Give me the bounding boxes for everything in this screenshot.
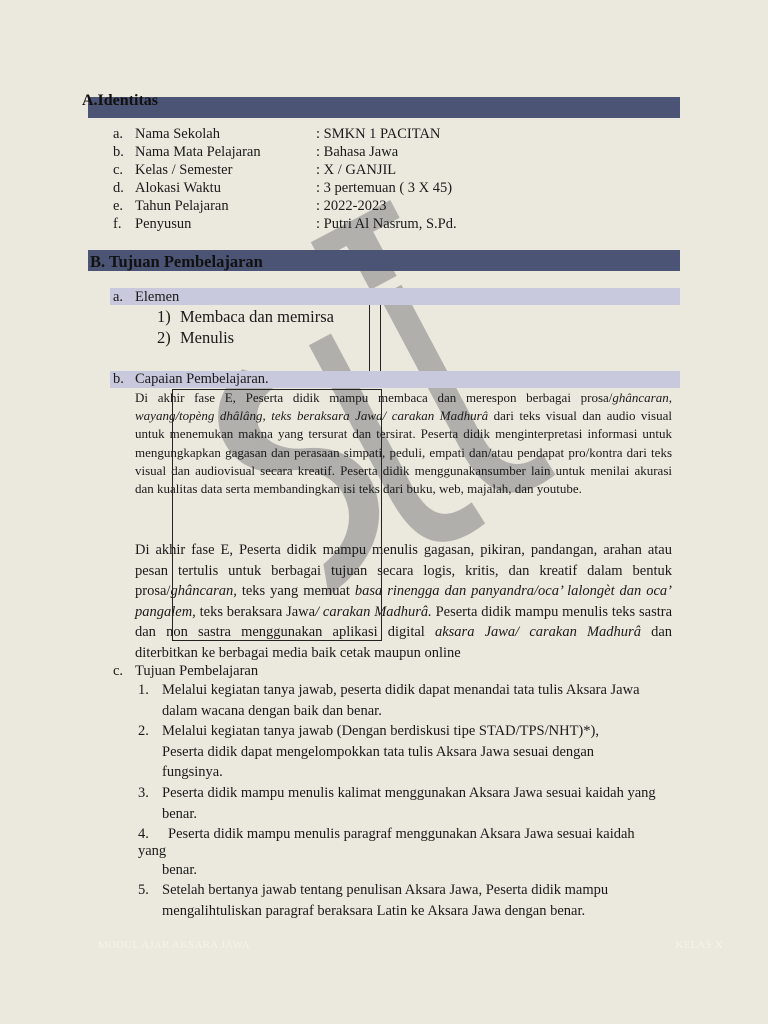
footer-module-title: MODUL AJAR AKSARA JAWA [98,939,250,951]
tujuan-item-number: 2. [138,723,149,739]
para-italic: ghâncaran, wayang/topèng dhâlâng, teks beraksara Jawa/ carakan Madhurâ [135,390,672,424]
identity-letter: c. [113,162,124,178]
tujuan-label: Tujuan Pembelajaran [135,663,259,679]
para-text: dari teks visual dan audio visual untuk menemukan makna yang tersurat dan tersirat. Peserta didik menginterpretasi informasi untuk mengungkapkan gagasan dan perasaan simpati, peduli, empati dan/atau pendapat pro/kontra dari teks visual dan audiovisual secara kreatif. Peserta didik menggunakansumber lain untuk menilai akurasi dan kualitas data serta membandingkan isi teks dari buku, web, majalah, dan youtube. [135,408,672,497]
tujuan-item [138,783,678,825]
section-a-title: A.Identitas [82,92,159,109]
identity-value: : Bahasa Jawa [316,144,399,160]
para-text: Peserta didik mampu menulis teks sastra dan non sastra menggunakan aplikasi digital [135,603,673,640]
identity-value: : Putri Al Nasrum, S.Pd. [316,216,457,232]
identity-letter: e. [113,198,124,214]
footer-class-label: KELAS X [675,939,723,951]
para-italic: basa rinengga dan panyandra/oca’ lalongèt dan oca’ pangalem, [135,583,672,620]
para-text: dan diterbitkan ke berbagai media baik cetak maupun online [135,624,673,661]
para-italic: aksara Jawa/ carakan Madhurâ [434,624,641,640]
tujuan-item [138,680,678,722]
identity-letter: b. [113,144,124,160]
identity-value: : 2022-2023 [316,198,387,214]
tujuan-item-text: Peserta didik mampu menulis kalimat menggunakan Aksara Jawa sesuai kaidah yang benar. [162,785,656,822]
elemen-item-text: Membaca dan memirsa [180,307,334,326]
elemen-item-number: 1) [157,307,171,326]
tujuan-item-number: 1. [138,682,149,698]
para-text: Di akhir fase E, Peserta didik mampu membaca dan merespon berbagai prosa/ [135,390,613,405]
para-text: Di akhir fase E, Peserta didik mampu menulis gagasan, pikiran, pandangan, arahan atau pesan tertulis untuk berbagai tujuan secara logis, kritis, dan kreatif dalam bentuk prosa/ [135,542,672,599]
identity-value: : X / GANJIL [316,162,397,178]
identity-label: Nama Sekolah [135,126,220,142]
para-italic: / carakan Madhurâ. [315,603,432,620]
identity-label: Tahun Pelajaran [135,198,229,214]
tujuan-item-number: 4. [138,826,149,842]
tujuan-letter: c. [113,663,124,679]
identity-label: Kelas / Semester [135,162,233,178]
tujuan-item-text: Melalui kegiatan tanya jawab (Dengan berdiskusi tipe STAD/TPS/NHT)*), Peserta didik dapat mengelompokkan tata tulis Aksara Jawa sesuai dengan fungsinya. [162,723,599,780]
identity-label: Penyusun [135,216,192,232]
elemen-item-number: 2) [157,328,171,347]
tujuan-item-text: yang [138,843,167,859]
elemen-bar [110,288,680,305]
elemen-item-text: Menulis [180,328,235,347]
tujuan-item-text: benar. [162,862,198,878]
capaian-label: Capaian Pembelajaran. [135,371,269,387]
identity-letter: d. [113,180,124,196]
para-text: teks beraksara Jawa [195,603,316,620]
elemen-label: Elemen [135,289,180,305]
identity-label: Alokasi Waktu [135,180,221,196]
identity-value: : SMKN 1 PACITAN [316,126,441,142]
identity-value: : 3 pertemuan ( 3 X 45) [316,180,453,196]
text-frame-outline [172,389,382,641]
tujuan-item-number: 5. [138,882,149,898]
section-a-bar [88,97,680,118]
tujuan-item-continued [138,841,678,861]
elemen-letter: a. [113,289,124,305]
tujuan-item-number: 3. [138,785,149,801]
identity-letter: a. [113,126,124,142]
tujuan-item [138,721,678,783]
identity-letter: f. [113,216,122,232]
tujuan-item-text: Melalui kegiatan tanya jawab, peserta didik dapat menandai tata tulis Aksara Jawa dalam wacana dengan baik dan benar. [162,682,640,719]
section-b-title: B. Tujuan Pembelajaran [90,252,263,271]
identity-label: Nama Mata Pelajaran [135,144,261,160]
para-italic: ghâncaran, [170,583,237,599]
tujuan-item [138,880,678,922]
tujuan-item-text: Peserta didik mampu menulis paragraf menggunakan Aksara Jawa sesuai kaidah [168,826,635,842]
capaian-letter: b. [113,371,124,387]
tujuan-item-text: Setelah bertanya jawab tentang penulisan Aksara Jawa, Peserta didik mampu mengalihtuliskan paragraf beraksara Latin ke Aksara Jawa dengan benar. [162,882,609,919]
tujuan-item-continued [138,860,678,880]
text-frame-outline [369,305,381,371]
para-text: teks yang memuat [236,583,355,599]
